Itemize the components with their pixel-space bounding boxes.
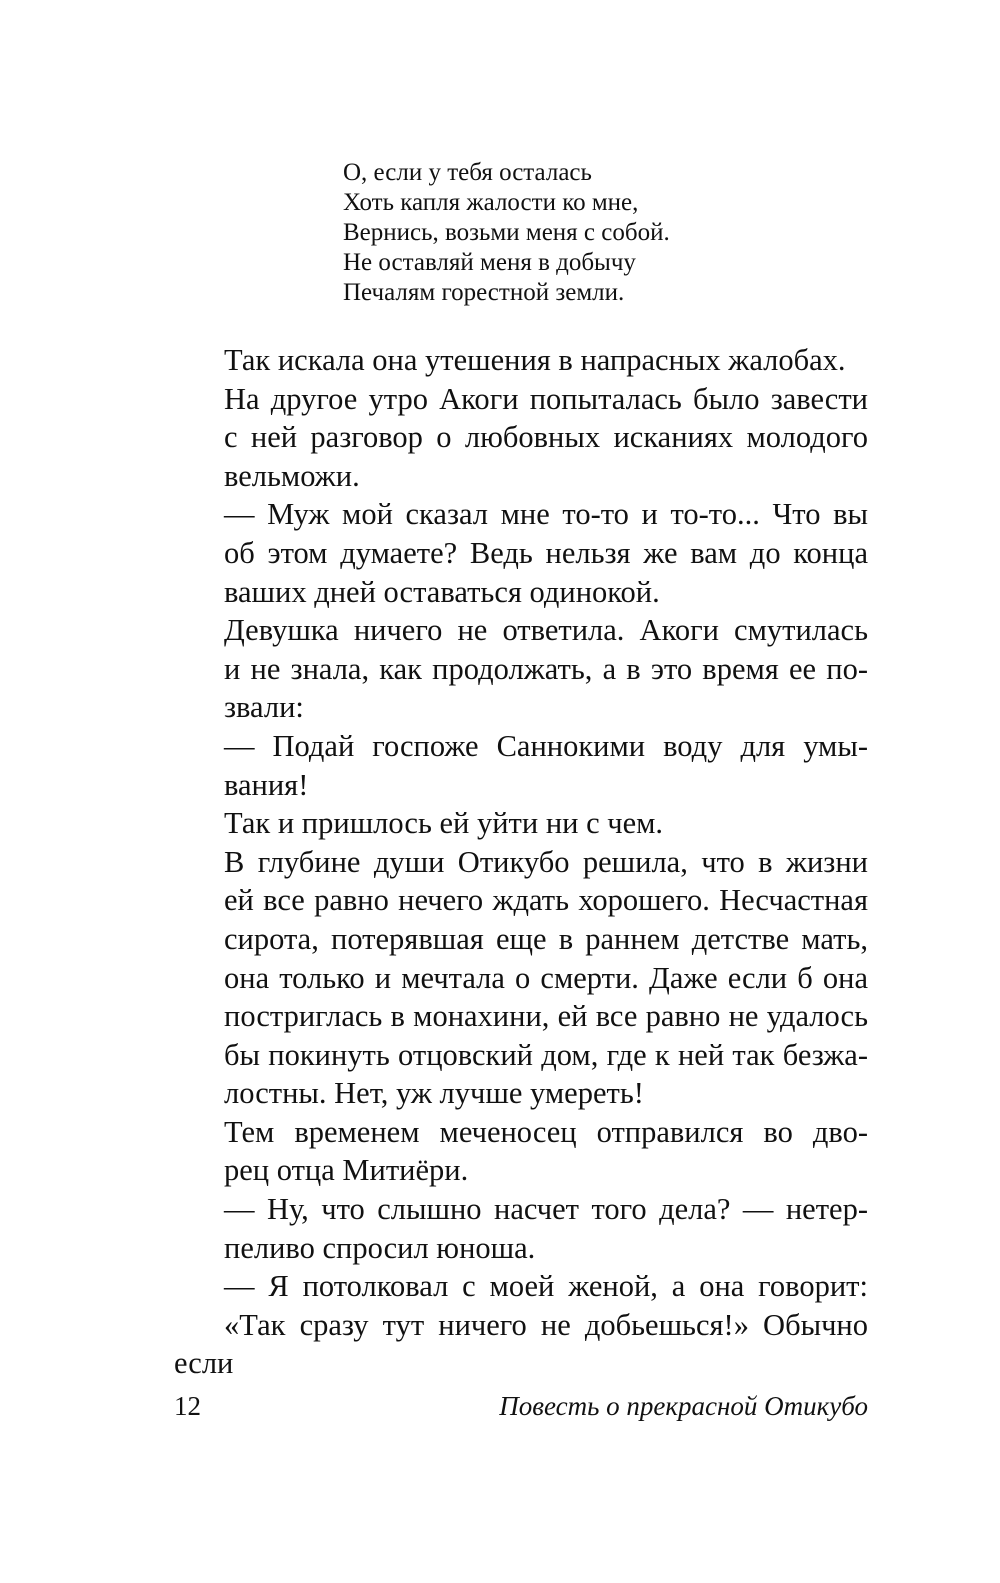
text-line: Так и пришлось ей уйти ни с чем. [224,806,664,841]
text-line: — Я потолковал с моей женой, а она говорит: [224,1269,868,1304]
text-line: Девушка ничего не ответила. Акоги смутилась [224,613,868,648]
text-line: лостны. Нет, уж лучше умереть! [224,1076,644,1111]
text-line: ей все равно нечего ждать хорошего. Несчастная [224,883,868,918]
paragraph [174,495,868,611]
text-line: «Так сразу тут ничего не добьешься!» Обычно если [174,1307,868,1381]
text-line: звали: [224,690,304,725]
poem-line: Не оставляй меня в добычу [343,249,636,276]
text-line: она только и мечтала о смерти. Даже если б она [224,960,868,995]
text-line: Тем временем меченосец отправился во дво- [224,1114,868,1149]
text-line: — Ну, что слышно насчет того дела? — нетер- [224,1192,868,1227]
text-line: — Подай госпоже Саннокими воду для умы- [224,728,868,763]
paragraph [174,804,868,843]
poem-line: Хоть капля жалости ко мне, [343,189,639,216]
paragraph [174,1190,868,1267]
text-line: Так искала она утешения в напрасных жалобах. [224,343,846,377]
paragraph [174,843,868,1113]
text-line: — Муж мой сказал мне то-то и то-то... Что вы [224,497,868,532]
poem-epigraph [343,158,903,308]
text-line: об этом думаете? Ведь нельзя же вам до конца [224,535,868,570]
paragraph [174,611,868,727]
paragraph [174,380,868,496]
text-line: рец отца Митиёри. [224,1153,469,1188]
text-line: вельможи. [224,458,360,493]
text-line: пеливо спросил юноша. [224,1230,536,1265]
text-line: В глубине души Отикубо решила, что в жизни [224,844,868,879]
text-line: вания! [224,767,309,802]
body-text [174,341,868,1383]
text-line: с ней разговор о любовных исканиях молодого [224,420,868,455]
running-title: Повесть о прекрасной Отикубо [499,1391,868,1421]
text-line: постриглась в монахини, ей все равно не удалось [224,999,868,1034]
text-line: сирота, потерявшая еще в раннем детстве мать, [224,921,868,956]
poem-line: Печалям горестной земли. [343,279,625,306]
text-line: На другое утро Акоги попыталась было завести [224,381,868,416]
poem-line: О, если у тебя осталась [343,159,592,186]
paragraph [174,1113,868,1190]
paragraph [174,727,868,804]
text-line: ваших дней оставаться одинокой. [224,574,660,609]
text-line: и не знала, как продолжать, а в это время ее по- [224,651,868,686]
text-line: бы покинуть отцовский дом, где к ней так безжа- [224,1037,868,1072]
paragraph [174,1267,868,1383]
paragraph [174,341,868,380]
poem-line: Вернись, возьми меня с собой. [343,219,670,246]
page-number: 12 [174,1391,201,1421]
